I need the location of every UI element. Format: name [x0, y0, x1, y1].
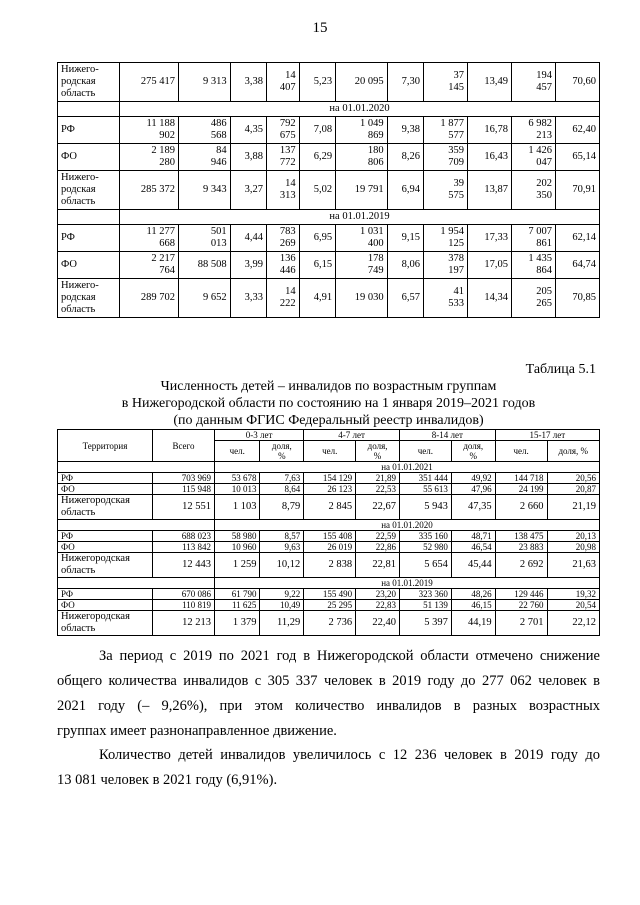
- value-cell: 194 457: [511, 63, 555, 102]
- header-group: 8-14 лет: [399, 430, 495, 441]
- disabled-children-age-table: [57, 429, 600, 636]
- value-cell: 11,29: [260, 611, 304, 636]
- value-cell: 6,15: [299, 252, 335, 279]
- value-cell: 55 613: [399, 484, 451, 495]
- table-header-row: [58, 430, 600, 441]
- value-cell: 3,27: [230, 171, 266, 210]
- value-cell: 70,85: [555, 279, 599, 318]
- value-cell: 9,63: [260, 542, 304, 553]
- value-cell: 64,74: [555, 252, 599, 279]
- value-cell: 14 407: [267, 63, 300, 102]
- value-cell: 21,89: [356, 473, 400, 484]
- value-cell: 155 490: [304, 589, 356, 600]
- value-cell: 9,22: [260, 589, 304, 600]
- value-cell: 22,81: [356, 553, 400, 578]
- territory-cell: ФО: [58, 144, 120, 171]
- value-cell: 20,54: [547, 600, 599, 611]
- header-group: 15-17 лет: [495, 430, 599, 441]
- value-cell: 9 652: [179, 279, 231, 318]
- territory-cell: РФ: [58, 589, 153, 600]
- paragraph-line: 13 081 человек в 2021 году (6,91%).: [57, 772, 278, 788]
- value-cell: 323 360: [399, 589, 451, 600]
- value-cell: 22,86: [356, 542, 400, 553]
- subheader-cell: доля, %: [260, 441, 304, 462]
- value-cell: 22,59: [356, 531, 400, 542]
- value-cell: 4,91: [299, 279, 335, 318]
- value-cell: 792 675: [267, 117, 300, 144]
- paragraph-line: Количество детей инвалидов увеличилось с 12 236 человек в 2019 году до: [99, 747, 600, 763]
- table-row: [58, 144, 600, 171]
- value-cell: 46,15: [451, 600, 495, 611]
- value-cell: 58 980: [215, 531, 260, 542]
- subheader-cell: доля, %: [547, 441, 599, 462]
- table-row: [58, 117, 600, 144]
- period-row: [58, 102, 600, 117]
- value-cell: 3,88: [230, 144, 266, 171]
- value-cell: 2 838: [304, 553, 356, 578]
- value-cell: 6 982 213: [511, 117, 555, 144]
- table-title: [57, 378, 600, 429]
- table-label: Таблица 5.1: [525, 362, 596, 377]
- value-cell: 47,35: [451, 495, 495, 520]
- value-cell: 14 222: [267, 279, 300, 318]
- paragraph-line: общего количества инвалидов с 305 337 человек в 2019 году до 277 062 человек в: [57, 673, 600, 689]
- table-row: [58, 553, 600, 578]
- value-cell: 154 129: [304, 473, 356, 484]
- period-row: [58, 462, 600, 473]
- value-cell: 7 007 861: [511, 225, 555, 252]
- table-title-line: в Нижегородской области по состоянию на 1 января 2019–2021 годов: [121, 396, 536, 411]
- value-cell: 20,87: [547, 484, 599, 495]
- value-cell: 17,33: [468, 225, 512, 252]
- value-cell: 5 654: [399, 553, 451, 578]
- value-cell: 5 397: [399, 611, 451, 636]
- value-cell: 22,83: [356, 600, 400, 611]
- value-cell: 39 575: [424, 171, 468, 210]
- value-cell: 359 709: [424, 144, 468, 171]
- value-cell: 12 213: [153, 611, 215, 636]
- value-cell: 17,05: [468, 252, 512, 279]
- value-cell: 3,99: [230, 252, 266, 279]
- period-row: [58, 210, 600, 225]
- value-cell: 4,35: [230, 117, 266, 144]
- value-cell: 13,49: [468, 63, 512, 102]
- value-cell: 10,12: [260, 553, 304, 578]
- table-row: [58, 252, 600, 279]
- value-cell: 45,44: [451, 553, 495, 578]
- value-cell: 10 013: [215, 484, 260, 495]
- value-cell: 22,67: [356, 495, 400, 520]
- value-cell: 8,26: [387, 144, 423, 171]
- value-cell: 19,32: [547, 589, 599, 600]
- value-cell: 285 372: [120, 171, 179, 210]
- territory-cell: РФ: [58, 117, 120, 144]
- table-row: [58, 611, 600, 636]
- value-cell: 6,29: [299, 144, 335, 171]
- value-cell: 110 819: [153, 600, 215, 611]
- value-cell: 178 749: [336, 252, 388, 279]
- value-cell: 26 123: [304, 484, 356, 495]
- subheader-cell: чел.: [399, 441, 451, 462]
- value-cell: 11 277 668: [120, 225, 179, 252]
- subheader-cell: доля, %: [451, 441, 495, 462]
- table-title-line: Численность детей – инвалидов по возрастным группам: [160, 379, 497, 394]
- value-cell: 351 444: [399, 473, 451, 484]
- value-cell: 26 019: [304, 542, 356, 553]
- value-cell: 20,13: [547, 531, 599, 542]
- header-territory: Территория: [58, 430, 153, 462]
- period-label: на 01.01.2020: [215, 520, 600, 531]
- value-cell: 47,96: [451, 484, 495, 495]
- paragraph-population-change: [57, 644, 600, 744]
- value-cell: 136 446: [267, 252, 300, 279]
- value-cell: 703 969: [153, 473, 215, 484]
- value-cell: 6,57: [387, 279, 423, 318]
- period-label: на 01.01.2019: [120, 210, 600, 225]
- value-cell: 16,78: [468, 117, 512, 144]
- table-row: [58, 600, 600, 611]
- value-cell: 2 189 280: [120, 144, 179, 171]
- value-cell: 22,40: [356, 611, 400, 636]
- period-label: на 01.01.2019: [215, 578, 600, 589]
- value-cell: 3,38: [230, 63, 266, 102]
- value-cell: 16,43: [468, 144, 512, 171]
- population-age-table-continuation: [57, 62, 600, 318]
- value-cell: 1 426 047: [511, 144, 555, 171]
- value-cell: 144 718: [495, 473, 547, 484]
- value-cell: 7,63: [260, 473, 304, 484]
- value-cell: 70,91: [555, 171, 599, 210]
- value-cell: 24 199: [495, 484, 547, 495]
- value-cell: 20 095: [336, 63, 388, 102]
- value-cell: 61 790: [215, 589, 260, 600]
- value-cell: 84 946: [179, 144, 231, 171]
- value-cell: 115 948: [153, 484, 215, 495]
- territory-cell: РФ: [58, 473, 153, 484]
- value-cell: 1 877 577: [424, 117, 468, 144]
- value-cell: 335 160: [399, 531, 451, 542]
- value-cell: 11 625: [215, 600, 260, 611]
- value-cell: 62,14: [555, 225, 599, 252]
- paragraph-line: 2021 году (– 9,26%), при этом количество инвалидов в разных возрастных: [57, 698, 600, 714]
- table-row: [58, 225, 600, 252]
- value-cell: 8,64: [260, 484, 304, 495]
- value-cell: 44,19: [451, 611, 495, 636]
- territory-cell: Нижего- родская область: [58, 63, 120, 102]
- value-cell: 6,94: [387, 171, 423, 210]
- value-cell: 51 139: [399, 600, 451, 611]
- value-cell: 20,56: [547, 473, 599, 484]
- value-cell: 8,79: [260, 495, 304, 520]
- header-group: 0-3 лет: [215, 430, 304, 441]
- value-cell: 2 701: [495, 611, 547, 636]
- table-row: [58, 171, 600, 210]
- value-cell: 49,92: [451, 473, 495, 484]
- value-cell: 113 842: [153, 542, 215, 553]
- value-cell: 688 023: [153, 531, 215, 542]
- territory-cell: ФО: [58, 542, 153, 553]
- table-row: [58, 495, 600, 520]
- value-cell: 9 313: [179, 63, 231, 102]
- value-cell: 9 343: [179, 171, 231, 210]
- value-cell: 129 446: [495, 589, 547, 600]
- value-cell: 2 736: [304, 611, 356, 636]
- value-cell: 3,33: [230, 279, 266, 318]
- value-cell: 670 086: [153, 589, 215, 600]
- table-row: [58, 63, 600, 102]
- table-row: [58, 484, 600, 495]
- period-blank-cell: [58, 462, 215, 473]
- territory-cell: РФ: [58, 531, 153, 542]
- value-cell: 25 295: [304, 600, 356, 611]
- value-cell: 1 103: [215, 495, 260, 520]
- value-cell: 41 533: [424, 279, 468, 318]
- value-cell: 62,40: [555, 117, 599, 144]
- value-cell: 52 980: [399, 542, 451, 553]
- header-total: Всего: [153, 430, 215, 462]
- subheader-cell: чел.: [215, 441, 260, 462]
- value-cell: 289 702: [120, 279, 179, 318]
- value-cell: 65,14: [555, 144, 599, 171]
- value-cell: 19 791: [336, 171, 388, 210]
- value-cell: 48,71: [451, 531, 495, 542]
- value-cell: 378 197: [424, 252, 468, 279]
- period-blank-cell: [58, 520, 215, 531]
- value-cell: 202 350: [511, 171, 555, 210]
- territory-cell: ФО: [58, 600, 153, 611]
- value-cell: 10,49: [260, 600, 304, 611]
- table-row: [58, 589, 600, 600]
- value-cell: 70,60: [555, 63, 599, 102]
- period-blank-cell: [58, 578, 215, 589]
- subheader-cell: чел.: [304, 441, 356, 462]
- value-cell: 137 772: [267, 144, 300, 171]
- value-cell: 23 883: [495, 542, 547, 553]
- table-row: [58, 279, 600, 318]
- table-row: [58, 542, 600, 553]
- period-blank-cell: [58, 102, 120, 117]
- value-cell: 205 265: [511, 279, 555, 318]
- value-cell: 5 943: [399, 495, 451, 520]
- value-cell: 48,26: [451, 589, 495, 600]
- value-cell: 22,53: [356, 484, 400, 495]
- value-cell: 37 145: [424, 63, 468, 102]
- territory-cell: Нижего- родская область: [58, 279, 120, 318]
- value-cell: 20,98: [547, 542, 599, 553]
- header-group: 4-7 лет: [304, 430, 400, 441]
- territory-cell: РФ: [58, 225, 120, 252]
- value-cell: 5,02: [299, 171, 335, 210]
- page-number: 15: [312, 20, 328, 36]
- value-cell: 12 551: [153, 495, 215, 520]
- territory-cell: Нижегородская область: [58, 553, 153, 578]
- value-cell: 6,95: [299, 225, 335, 252]
- value-cell: 1 435 864: [511, 252, 555, 279]
- value-cell: 1 379: [215, 611, 260, 636]
- value-cell: 4,44: [230, 225, 266, 252]
- subheader-cell: доля, %: [356, 441, 400, 462]
- value-cell: 1 954 125: [424, 225, 468, 252]
- value-cell: 1 031 400: [336, 225, 388, 252]
- value-cell: 1 049 869: [336, 117, 388, 144]
- value-cell: 11 188 902: [120, 117, 179, 144]
- table-row: [58, 473, 600, 484]
- value-cell: 7,30: [387, 63, 423, 102]
- value-cell: 1 259: [215, 553, 260, 578]
- value-cell: 12 443: [153, 553, 215, 578]
- value-cell: 53 678: [215, 473, 260, 484]
- table-row: [58, 531, 600, 542]
- table-title-line: (по данным ФГИС Федеральный реестр инвалидов): [173, 413, 484, 428]
- value-cell: 2 692: [495, 553, 547, 578]
- value-cell: 486 568: [179, 117, 231, 144]
- value-cell: 46,54: [451, 542, 495, 553]
- value-cell: 155 408: [304, 531, 356, 542]
- value-cell: 7,08: [299, 117, 335, 144]
- value-cell: 22,12: [547, 611, 599, 636]
- period-label: на 01.01.2020: [120, 102, 600, 117]
- territory-cell: Нижего- родская область: [58, 171, 120, 210]
- period-blank-cell: [58, 210, 120, 225]
- value-cell: 180 806: [336, 144, 388, 171]
- paragraph-line: группах имеет разнонаправленное движение.: [57, 723, 337, 739]
- paragraph-children-change: [57, 743, 600, 793]
- value-cell: 275 417: [120, 63, 179, 102]
- value-cell: 501 013: [179, 225, 231, 252]
- value-cell: 8,57: [260, 531, 304, 542]
- value-cell: 2 660: [495, 495, 547, 520]
- value-cell: 13,87: [468, 171, 512, 210]
- value-cell: 138 475: [495, 531, 547, 542]
- period-row: [58, 520, 600, 531]
- value-cell: 9,15: [387, 225, 423, 252]
- value-cell: 2 845: [304, 495, 356, 520]
- value-cell: 783 269: [267, 225, 300, 252]
- value-cell: 22 760: [495, 600, 547, 611]
- value-cell: 8,06: [387, 252, 423, 279]
- value-cell: 23,20: [356, 589, 400, 600]
- subheader-cell: чел.: [495, 441, 547, 462]
- value-cell: 2 217 764: [120, 252, 179, 279]
- value-cell: 14 313: [267, 171, 300, 210]
- value-cell: 21,19: [547, 495, 599, 520]
- value-cell: 10 960: [215, 542, 260, 553]
- territory-cell: ФО: [58, 484, 153, 495]
- value-cell: 9,38: [387, 117, 423, 144]
- period-label: на 01.01.2021: [215, 462, 600, 473]
- territory-cell: Нижегородская область: [58, 611, 153, 636]
- value-cell: 21,63: [547, 553, 599, 578]
- paragraph-line: За период с 2019 по 2021 год в Нижегородской области отмечено снижение: [99, 648, 600, 664]
- value-cell: 5,23: [299, 63, 335, 102]
- territory-cell: ФО: [58, 252, 120, 279]
- value-cell: 88 508: [179, 252, 231, 279]
- period-row: [58, 578, 600, 589]
- value-cell: 19 030: [336, 279, 388, 318]
- territory-cell: Нижегородская область: [58, 495, 153, 520]
- value-cell: 14,34: [468, 279, 512, 318]
